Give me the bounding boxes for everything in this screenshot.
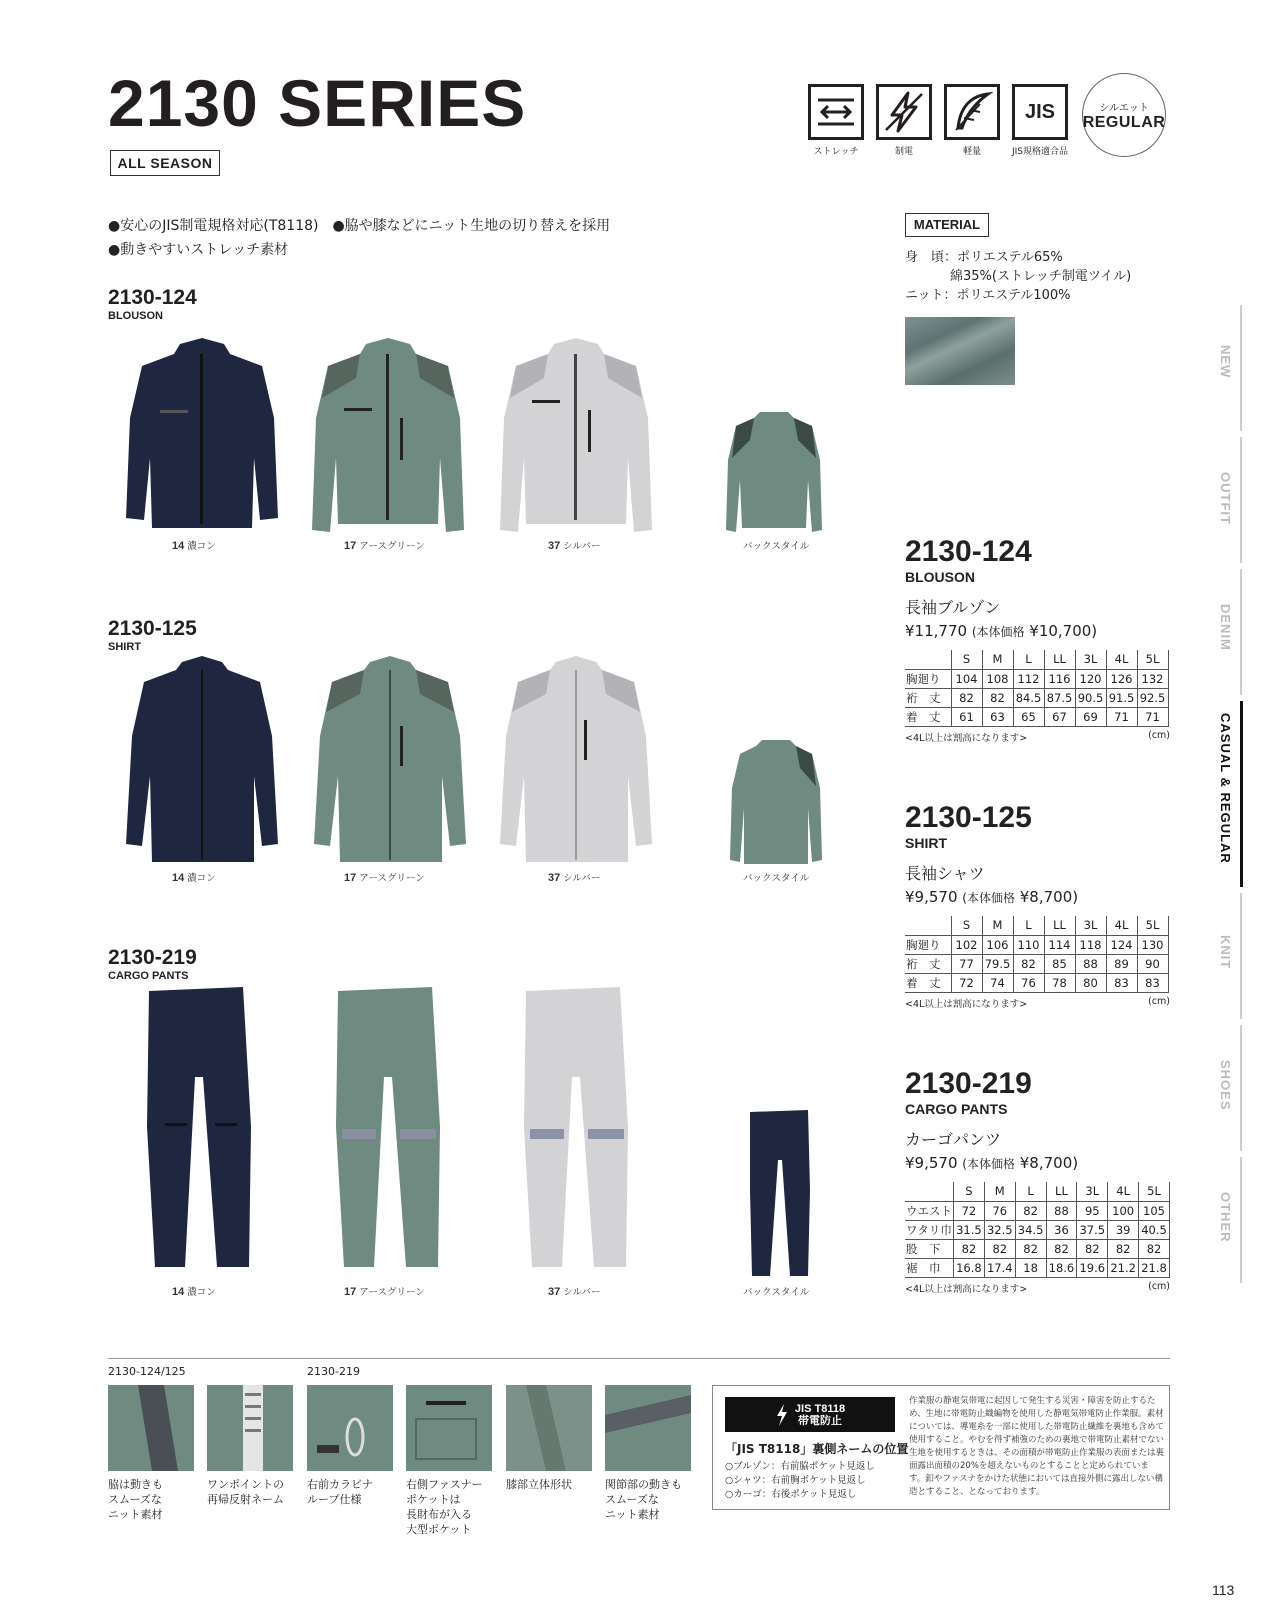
cell: 112: [1013, 669, 1044, 688]
spec-code: 2130-124: [905, 535, 1032, 568]
size-header-row: [905, 650, 1168, 669]
antistatic-icon-group: [876, 84, 932, 157]
jis-label: JIS規格適合品: [1011, 147, 1069, 157]
jis-icon-group: [1012, 84, 1068, 157]
lightweight-icon-group: [944, 84, 1000, 157]
size-col: 5L: [1137, 650, 1168, 669]
table-row: [905, 954, 1168, 973]
spec-name: 長袖シャツ: [905, 864, 985, 883]
note-text: <4L以上は割高になります>: [905, 998, 1028, 1010]
detail-item-knit-side: [108, 1385, 194, 1522]
row-label: 裄 丈: [905, 954, 951, 973]
feature-stretch: ●動きやすいストレッチ素材: [108, 242, 289, 258]
shirt-code: 2130-125: [108, 617, 197, 640]
cell: 82: [1013, 954, 1044, 973]
jis-badge: [725, 1397, 895, 1432]
price-base: ¥8,700): [1019, 888, 1079, 906]
spec-price: [905, 888, 1170, 906]
size-col: LL: [1046, 1182, 1077, 1201]
page-number: 113: [1212, 1582, 1235, 1598]
size-col: LL: [1044, 650, 1075, 669]
row-label: ウエスト: [905, 1201, 954, 1220]
cell: 84.5: [1013, 688, 1044, 707]
caption-shirt-navy: [172, 870, 216, 884]
row-label: 裾 巾: [905, 1258, 954, 1277]
table-row: [905, 707, 1168, 726]
cell: 32.5: [984, 1220, 1015, 1239]
cell: 87.5: [1044, 688, 1075, 707]
price-value: ¥9,570: [905, 888, 958, 906]
cell: 83: [1137, 973, 1168, 992]
spec-price: [905, 622, 1170, 640]
size-col: S: [951, 650, 982, 669]
note-text: <4L以上は割高になります>: [905, 732, 1028, 744]
jis-line-blouson: ○ブルゾン：右前脇ポケット見返し: [725, 1461, 875, 1472]
blouson-back-image: [724, 410, 824, 539]
tab-label: OTHER: [1218, 1192, 1233, 1243]
spec-code: 2130-219: [905, 1067, 1032, 1100]
table-note: [905, 730, 1170, 744]
cell: 61: [951, 707, 982, 726]
caption-blouson-silver: [548, 538, 600, 552]
cell: 18.6: [1046, 1258, 1077, 1277]
caption-num: 17: [344, 1286, 357, 1298]
cell: 16.8: [954, 1258, 985, 1277]
cell: 124: [1106, 935, 1137, 954]
size-col: M: [982, 650, 1013, 669]
size-col: 3L: [1075, 650, 1106, 669]
detail-image: [307, 1385, 393, 1471]
cell: 72: [951, 973, 982, 992]
cell: 34.5: [1015, 1220, 1046, 1239]
blouson-type: BLOUSON: [108, 310, 163, 322]
cell: 82: [984, 1239, 1015, 1258]
jis-locations: [725, 1460, 875, 1502]
stretch-label: ストレッチ: [813, 147, 859, 157]
silhouette-badge: [1082, 73, 1166, 157]
detail-item-reflective-name: [207, 1385, 293, 1507]
tab-label: SHOES: [1218, 1060, 1233, 1111]
table-row: [905, 935, 1168, 954]
cell: 82: [1015, 1239, 1046, 1258]
price-prefix: (本体価格: [971, 625, 1025, 639]
divider: [108, 1358, 1170, 1359]
unit-text: (cm): [1148, 1280, 1170, 1292]
feature-icons: [808, 84, 1068, 157]
heading-blouson: [108, 287, 197, 322]
unit-text: (cm): [1148, 995, 1170, 1007]
detail-text: 右前カラビナ ループ仕様: [307, 1478, 373, 1506]
pants-type: CARGO PANTS: [108, 970, 189, 982]
tab-label: NEW: [1218, 345, 1233, 379]
cell: 114: [1044, 935, 1075, 954]
size-col: 3L: [1075, 916, 1106, 935]
detail-text: ワンポイントの 再帰反射ネーム: [207, 1478, 284, 1506]
note-text: <4L以上は割高になります>: [905, 1283, 1028, 1295]
cell: 100: [1108, 1201, 1139, 1220]
table-row: [905, 688, 1168, 707]
cell: 82: [1077, 1239, 1108, 1258]
cell: 67: [1044, 707, 1075, 726]
caption-shirt-back: バックスタイル: [743, 873, 810, 884]
table-note: [905, 996, 1170, 1010]
caption-color: 濃コン: [187, 873, 216, 884]
blouson-green-image: [308, 338, 468, 542]
price-prefix: (本体価格: [962, 1157, 1015, 1171]
season-badge: ALL SEASON: [110, 150, 220, 176]
cell: 102: [951, 935, 982, 954]
cell: 110: [1013, 935, 1044, 954]
size-table: [905, 650, 1169, 727]
cell: 82: [1015, 1201, 1046, 1220]
table-row: [905, 1239, 1170, 1258]
caption-pants-back: バックスタイル: [743, 1287, 810, 1298]
heading-shirt: [108, 618, 197, 653]
heading-pants: [108, 947, 197, 982]
cell: 18: [1015, 1258, 1046, 1277]
jis-badge-text: [795, 1403, 845, 1427]
material-line-1: 身 頃：ポリエステル65%: [905, 250, 1063, 265]
lightweight-icon: [944, 84, 1000, 140]
cell: 83: [1106, 973, 1137, 992]
jis-info-box: [712, 1385, 1170, 1510]
blouson-silver-image: [496, 338, 656, 542]
blouson-code: 2130-124: [108, 286, 197, 309]
table-row: [905, 669, 1168, 688]
cell: 82: [1046, 1239, 1077, 1258]
size-header-row: [905, 1182, 1170, 1201]
cell: 88: [1075, 954, 1106, 973]
cell: 85: [1044, 954, 1075, 973]
cell: 78: [1044, 973, 1075, 992]
caption-color: アースグリーン: [359, 873, 425, 884]
size-col: 5L: [1139, 1182, 1170, 1201]
jis-line-shirt: ○シャツ：右前胸ポケット見返し: [725, 1475, 866, 1486]
cell: 80: [1075, 973, 1106, 992]
detail-image: [506, 1385, 592, 1471]
size-table: [905, 916, 1169, 993]
size-col: S: [954, 1182, 985, 1201]
cell: 79.5: [982, 954, 1013, 973]
size-col: L: [1013, 916, 1044, 935]
caption-num: 14: [172, 872, 185, 884]
jis-icon: JIS: [1012, 84, 1068, 140]
cell: 126: [1106, 669, 1137, 688]
shirt-back-image: [728, 738, 824, 870]
cell: 65: [1013, 707, 1044, 726]
detail-text: 右側ファスナー ポケットは 長財布が入る 大型ポケット: [406, 1478, 483, 1536]
material-line-2: 綿35%(ストレッチ制電ツイル): [950, 269, 1132, 284]
detail-item-knee: [506, 1385, 592, 1492]
price-value: ¥9,570: [905, 1154, 958, 1172]
size-col: 4L: [1106, 650, 1137, 669]
material-line-3: ニット：ポリエステル100%: [905, 288, 1071, 303]
price-base: ¥10,700): [1029, 622, 1098, 640]
cell: 37.5: [1077, 1220, 1108, 1239]
caption-num: 17: [344, 540, 357, 552]
cell: 104: [951, 669, 982, 688]
spec-name: 長袖ブルゾン: [905, 598, 1001, 617]
price-value: ¥11,770: [905, 622, 968, 640]
cell: 90.5: [1075, 688, 1106, 707]
spec-type: CARGO PANTS: [905, 1101, 1008, 1117]
caption-shirt-silver: [548, 870, 600, 884]
row-label: ワタリ巾: [905, 1220, 954, 1239]
antistatic-label: 制電: [894, 147, 913, 157]
spec-type: BLOUSON: [905, 569, 975, 585]
jis-badge-bottom: 帯電防止: [798, 1414, 842, 1427]
spec-price: [905, 1154, 1170, 1172]
cell: 69: [1075, 707, 1106, 726]
cell: 95: [1077, 1201, 1108, 1220]
unit-text: (cm): [1148, 729, 1170, 741]
cell: 88: [1046, 1201, 1077, 1220]
size-col: S: [951, 916, 982, 935]
cell: 21.2: [1108, 1258, 1139, 1277]
table-row: [905, 973, 1168, 992]
row-label: 胸廻り: [905, 669, 951, 688]
cell: 31.5: [954, 1220, 985, 1239]
cell: 91.5: [1106, 688, 1137, 707]
cell: 118: [1075, 935, 1106, 954]
cell: 116: [1044, 669, 1075, 688]
detail-image: [406, 1385, 492, 1471]
series-title: 2130 SERIES: [108, 66, 527, 140]
caption-num: 37: [548, 540, 561, 552]
spec-pants: [905, 1069, 1170, 1295]
shirt-silver-image: [496, 656, 656, 870]
caption-blouson-green: [344, 538, 425, 552]
pants-navy-image: [145, 987, 255, 1276]
detail-group-2-code: 2130-219: [307, 1365, 360, 1378]
cell: 120: [1075, 669, 1106, 688]
pants-green-image: [334, 987, 444, 1276]
price-base: ¥8,700): [1019, 1154, 1079, 1172]
detail-text: 脇は動きも スムーズな ニット素材: [108, 1478, 163, 1521]
cell: 82: [951, 688, 982, 707]
caption-blouson-back: バックスタイル: [743, 541, 810, 552]
tab-label: OUTFIT: [1218, 472, 1233, 525]
jis-description: 作業服の静電気帯電に起因して発生する災害・障害を防止するため、生地に帯電防止織編物を使用した静電気帯電防止作業服。素材については、導電糸を一部に使用した帯電防止繊維を裏地も含めて使用すること。やむを得ず補強のための裏地で帯電防止素材でない生地を使用するときは、その面積が帯電防止作業服の表面または裏面露出面積の20%を超えないものとすることと定められています。釦やファスナをかけた状態においては直接外側に露出しない構造とすること、となっております。: [909, 1396, 1165, 1497]
shirt-type: SHIRT: [108, 641, 141, 653]
feature-jis: ●安心のJIS制電規格対応(T8118): [108, 218, 319, 234]
row-label: 着 丈: [905, 973, 951, 992]
spec-code: 2130-125: [905, 801, 1032, 834]
size-col: LL: [1044, 916, 1075, 935]
table-note: [905, 1281, 1170, 1295]
silhouette-value: REGULAR: [1082, 113, 1166, 131]
cell: 71: [1106, 707, 1137, 726]
cell: 74: [982, 973, 1013, 992]
pants-silver-image: [522, 987, 632, 1276]
cell: 82: [982, 688, 1013, 707]
shirt-green-image: [310, 656, 470, 870]
caption-color: シルバー: [563, 1287, 601, 1298]
silhouette-label: シルエット: [1099, 102, 1149, 114]
cell: 19.6: [1077, 1258, 1108, 1277]
size-col: L: [1015, 1182, 1046, 1201]
caption-color: シルバー: [563, 873, 601, 884]
cell: 76: [1013, 973, 1044, 992]
pants-code: 2130-219: [108, 946, 197, 969]
detail-image: [108, 1385, 194, 1471]
pants-back-image: [748, 1110, 812, 1284]
cell: 76: [984, 1201, 1015, 1220]
detail-item-carabiner-loop: [307, 1385, 393, 1507]
detail-item-zipper-pocket: [406, 1385, 492, 1537]
cell: 71: [1137, 707, 1168, 726]
cell: 82: [1139, 1239, 1170, 1258]
caption-shirt-green: [344, 870, 425, 884]
detail-image: [605, 1385, 691, 1471]
caption-num: 17: [344, 872, 357, 884]
spec-shirt: [905, 803, 1170, 1010]
cell: 63: [982, 707, 1013, 726]
caption-blouson-navy: [172, 538, 216, 552]
spec-name: カーゴパンツ: [905, 1130, 1002, 1149]
cell: 108: [982, 669, 1013, 688]
caption-num: 14: [172, 1286, 185, 1298]
size-col: M: [982, 916, 1013, 935]
size-col: M: [984, 1182, 1015, 1201]
caption-pants-navy: [172, 1284, 216, 1298]
cell: 17.4: [984, 1258, 1015, 1277]
detail-group-1-code: 2130-124/125: [108, 1365, 186, 1378]
row-label: 胸廻り: [905, 935, 951, 954]
cell: 72: [954, 1201, 985, 1220]
caption-pants-green: [344, 1284, 425, 1298]
cell: 92.5: [1137, 688, 1168, 707]
detail-image: [207, 1385, 293, 1471]
size-col: 3L: [1077, 1182, 1108, 1201]
cell: 21.8: [1139, 1258, 1170, 1277]
tab-label: CASUAL & REGULAR: [1218, 713, 1233, 864]
cell: 82: [954, 1239, 985, 1258]
jis-badge-top: JIS T8118: [794, 1402, 846, 1415]
size-col: 4L: [1108, 1182, 1139, 1201]
stretch-icon: [808, 84, 864, 140]
stretch-icon-group: [808, 84, 864, 157]
fabric-swatch: [905, 317, 1015, 385]
cell: 36: [1046, 1220, 1077, 1239]
feature-line-1: [108, 214, 610, 238]
spec-type: SHIRT: [905, 835, 947, 851]
detail-item-knit-joint: [605, 1385, 691, 1522]
detail-text: 膝部立体形状: [506, 1478, 572, 1491]
tab-label: KNIT: [1218, 935, 1233, 970]
table-row: [905, 1220, 1170, 1239]
table-row: [905, 1258, 1170, 1277]
jis-line-cargo: ○カーゴ：右後ポケット見返し: [725, 1489, 857, 1500]
cell: 90: [1137, 954, 1168, 973]
size-col: L: [1013, 650, 1044, 669]
table-row: [905, 1201, 1170, 1220]
cell: 77: [951, 954, 982, 973]
cell: 106: [982, 935, 1013, 954]
feature-knit: ●脇や膝などにニット生地の切り替えを採用: [332, 218, 611, 234]
lightning-icon: [775, 1404, 789, 1426]
size-header-row: [905, 916, 1168, 935]
material-label: MATERIAL: [905, 213, 989, 237]
row-label: 裄 丈: [905, 688, 951, 707]
feature-list: [108, 214, 610, 262]
material-text: [905, 248, 1131, 305]
price-prefix: (本体価格: [962, 891, 1015, 905]
cell: 39: [1108, 1220, 1139, 1239]
caption-color: アースグリーン: [359, 541, 425, 552]
cell: 132: [1137, 669, 1168, 688]
caption-color: シルバー: [563, 541, 601, 552]
cell: 130: [1137, 935, 1168, 954]
detail-text: 関節部の動きも スムーズな ニット素材: [605, 1478, 682, 1521]
cell: 105: [1139, 1201, 1170, 1220]
caption-num: 37: [548, 872, 561, 884]
antistatic-icon: [876, 84, 932, 140]
size-col: 4L: [1106, 916, 1137, 935]
size-table: [905, 1182, 1170, 1278]
cell: 89: [1106, 954, 1137, 973]
jis-title: 「JIS T8118」裏側ネームの位置: [725, 1442, 909, 1456]
blouson-navy-image: [122, 338, 282, 537]
row-label: 着 丈: [905, 707, 951, 726]
cell: 82: [1108, 1239, 1139, 1258]
caption-color: 濃コン: [187, 541, 216, 552]
lightweight-label: 軽量: [962, 147, 981, 157]
shirt-navy-image: [122, 656, 282, 870]
caption-pants-silver: [548, 1284, 600, 1298]
caption-color: 濃コン: [187, 1287, 216, 1298]
spec-blouson: [905, 537, 1170, 744]
size-col: 5L: [1137, 916, 1168, 935]
tab-label: DENIM: [1218, 604, 1233, 651]
row-label: 股 下: [905, 1239, 954, 1258]
cell: 40.5: [1139, 1220, 1170, 1239]
caption-color: アースグリーン: [359, 1287, 425, 1298]
caption-num: 37: [548, 1286, 561, 1298]
caption-num: 14: [172, 540, 185, 552]
